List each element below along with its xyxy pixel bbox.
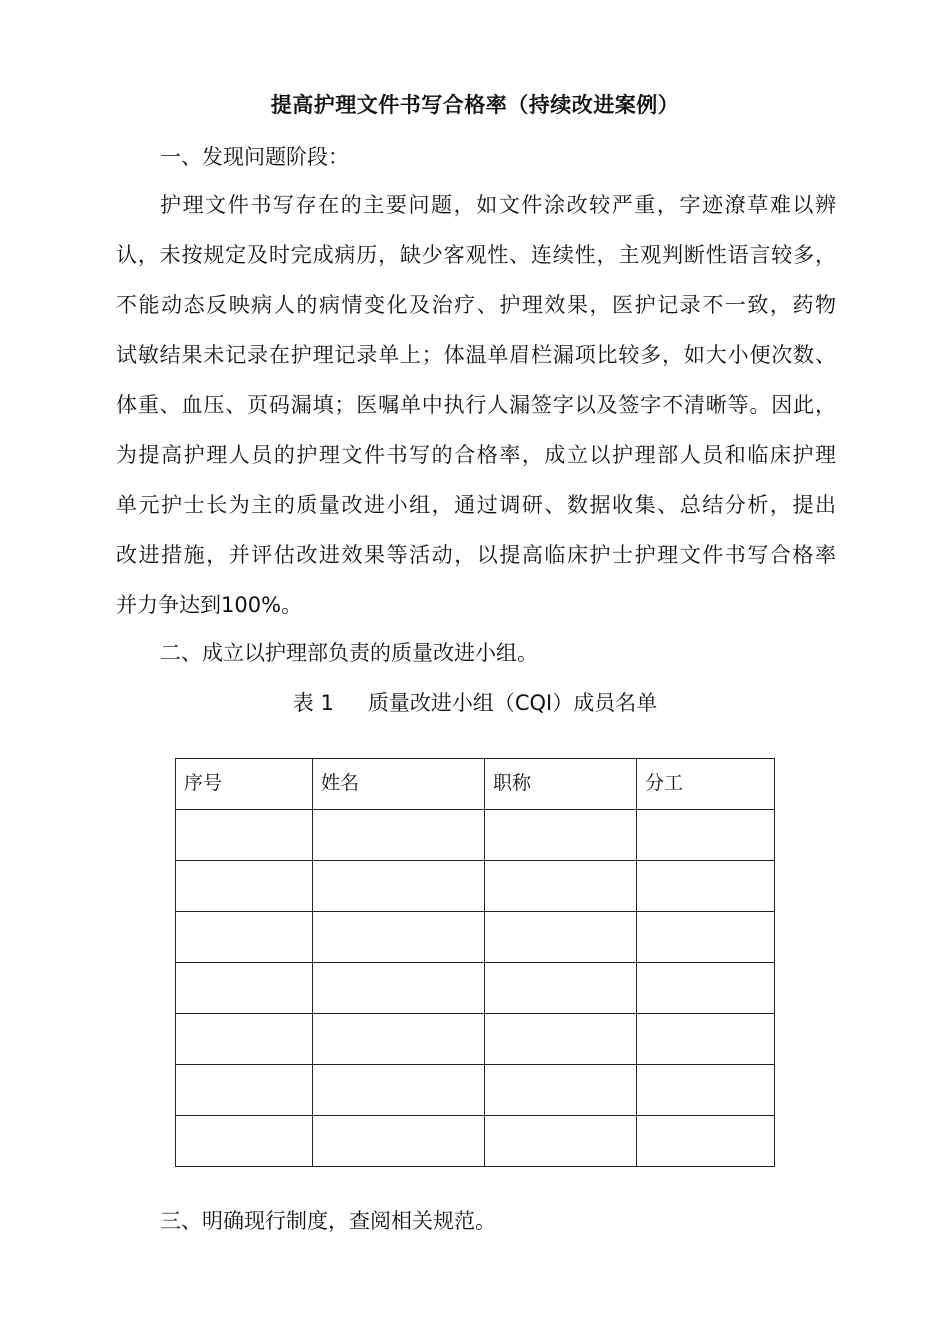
table-cell xyxy=(176,1116,313,1167)
paragraph-line: 不能动态反映病人的病情变化及治疗、护理效果，医护记录不一致，药物 xyxy=(116,293,836,317)
table-cell xyxy=(313,810,485,861)
cqi-members-table xyxy=(175,758,775,1167)
paragraph-line: 体重、血压、页码漏填；医嘱单中执行人漏签字以及签字不清晰等。因此， xyxy=(116,393,836,417)
table-cell xyxy=(313,912,485,963)
table-caption-text: 质量改进小组（CQI）成员名单 xyxy=(367,691,658,715)
table-cell xyxy=(485,1116,637,1167)
table-cell xyxy=(485,912,637,963)
table-cell xyxy=(176,810,313,861)
table-header-cell: 姓名 xyxy=(313,759,485,810)
table-cell xyxy=(637,1065,775,1116)
table-cell xyxy=(637,861,775,912)
table-row xyxy=(176,963,775,1014)
table-row xyxy=(176,1065,775,1116)
table-row xyxy=(176,1014,775,1065)
table-cell xyxy=(485,1014,637,1065)
table-header-cell: 序号 xyxy=(176,759,313,810)
section-3-heading: 三、明确现行制度，查阅相关规范。 xyxy=(160,1209,496,1233)
table-cell xyxy=(637,810,775,861)
table-caption xyxy=(0,686,950,720)
table-cell xyxy=(176,1065,313,1116)
table-header-cell: 职称 xyxy=(485,759,637,810)
table-row xyxy=(176,1116,775,1167)
table-cell xyxy=(485,861,637,912)
section-2-heading: 二、成立以护理部负责的质量改进小组。 xyxy=(160,641,538,665)
table-header-row xyxy=(176,759,775,810)
table-row xyxy=(176,861,775,912)
paragraph-line: 为提高护理人员的护理文件书写的合格率，成立以护理部人员和临床护理 xyxy=(116,443,836,467)
table-cell xyxy=(313,963,485,1014)
table-cell xyxy=(485,963,637,1014)
paragraph-line: 单元护士长为主的质量改进小组，通过调研、数据收集、总结分析，提出 xyxy=(116,493,836,517)
table-cell xyxy=(637,912,775,963)
table-row xyxy=(176,810,775,861)
table-cell xyxy=(485,1065,637,1116)
table-cell xyxy=(637,1116,775,1167)
paragraph-line: 改进措施，并评估改进效果等活动，以提高临床护士护理文件书写合格率 xyxy=(116,543,836,567)
table-cell xyxy=(313,1065,485,1116)
section-1-heading: 一、发现问题阶段： xyxy=(160,145,349,169)
table-cell xyxy=(313,861,485,912)
document-title: 提高护理文件书写合格率（持续改进案例） xyxy=(270,93,680,117)
table-cell xyxy=(176,963,313,1014)
table-cell xyxy=(637,963,775,1014)
paragraph-line: 试敏结果未记录在护理记录单上；体温单眉栏漏项比较多，如大小便次数、 xyxy=(116,343,836,367)
table-cell xyxy=(176,912,313,963)
table-cell xyxy=(176,861,313,912)
paragraph-line: 护理文件书写存在的主要问题，如文件涂改较严重，字迹潦草难以辨 xyxy=(160,193,836,217)
table-header-cell: 分工 xyxy=(637,759,775,810)
table-cell xyxy=(485,810,637,861)
paragraph-line: 认，未按规定及时完成病历，缺少客观性、连续性，主观判断性语言较多， xyxy=(116,243,836,267)
table-caption-number: 表 1 xyxy=(292,691,334,715)
table-row xyxy=(176,912,775,963)
paragraph-line: 并力争达到100%。 xyxy=(116,593,303,617)
table-cell xyxy=(176,1014,313,1065)
table-cell xyxy=(637,1014,775,1065)
table-cell xyxy=(313,1116,485,1167)
table-cell xyxy=(313,1014,485,1065)
